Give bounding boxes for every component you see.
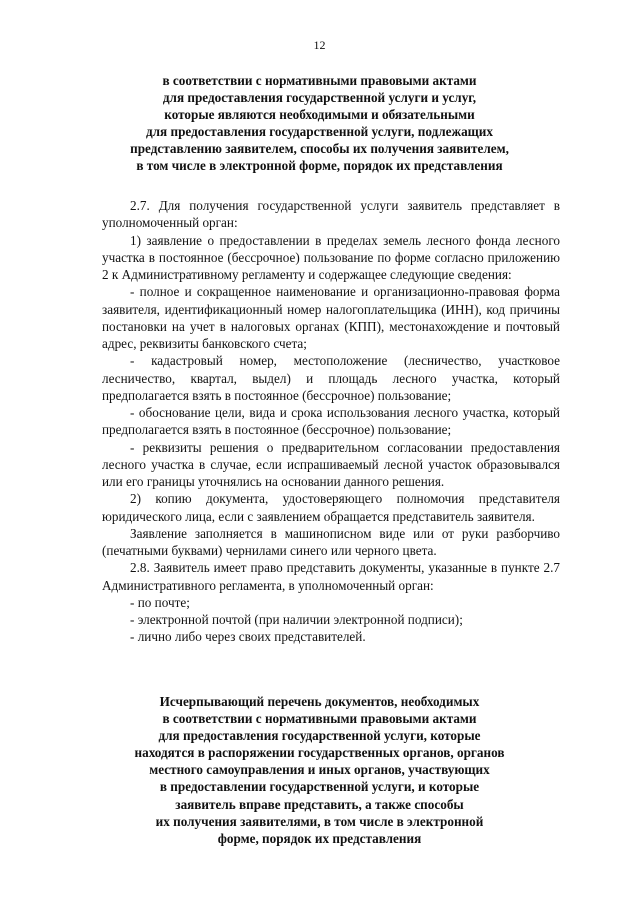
body-text <box>102 197 560 646</box>
heading-line: Исчерпывающий перечень документов, необходимых <box>159 694 480 709</box>
section-heading-exhaustive-list <box>100 693 539 847</box>
list-item-justification: - обоснование цели, вида и срока использования лесного участка, который предполагается взять в постоянное (бессрочное) пользование; <box>102 405 560 438</box>
paragraph-2-8: 2.8. Заявитель имеет право представить документы, указанные в пункте 2.7 Административного регламента, в уполномоченный орган: <box>102 560 560 593</box>
heading-line: для предоставления государственной услуги, подлежащих <box>145 124 493 140</box>
heading-line: для предоставления государственной услуги и услуг, <box>162 90 477 106</box>
heading-line: находятся в распоряжении государственных органов, органов <box>134 745 505 761</box>
paragraph-representative-copy: 2) копию документа, удостоверяющего полномочия представителя юридического лица, если с заявлением обращается представитель заявителя. <box>102 491 560 524</box>
heading-line: местного самоуправления и иных органов, участвующих <box>149 762 490 778</box>
heading-line: для предоставления государственной услуги, которые <box>158 728 481 744</box>
list-item-name-form: - полное и сокращенное наименование и организационно-правовая форма заявителя, идентификационный номер налогоплательщика (ИНН), код причины постановки на учет в налоговых органах (КПП), местонахождение и почтовый адрес, реквизиты банковского счета; <box>102 284 560 351</box>
page-number: 12 <box>313 38 326 52</box>
heading-line: форме, порядок их представления <box>217 830 422 846</box>
paragraph-2-7: 2.7. Для получения государственной услуги заявитель представляет в уполномоченный орган: <box>102 198 560 231</box>
paragraph-filling-method: Заявление заполняется в машинописном виде или от руки разборчиво (печатными буквами) чернилами синего или черного цвета. <box>102 525 560 558</box>
heading-line: в соответствии с нормативными правовыми актами <box>162 73 477 88</box>
heading-line: в соответствии с нормативными правовыми актами <box>162 711 477 727</box>
heading-line: в том числе в электронной форме, порядок их представления <box>136 158 503 174</box>
heading-line: которые являются необходимыми и обязательными <box>164 107 475 123</box>
heading-line: их получения заявителями, в том числе в электронной <box>155 813 484 829</box>
paragraph-application: 1) заявление о предоставлении в пределах земель лесного фонда лесного участка в постоянное (бессрочное) пользование по форме согласно приложению 2 к Административному регламенту и содержащее следующие сведения: <box>102 232 560 282</box>
list-item-decision-details: - реквизиты решения о предварительном согласовании предоставления лесного участка в случае, если испрашиваемый лесной участок образовывался или его границы уточнялись на основании данного решения. <box>102 439 560 489</box>
list-item-cadastral: - кадастровый номер, местоположение (лесничество, участковое лесничество, квартал, выдел) и площадь лесного участка, который предполагается взять в постоянное (бессрочное) пользование; <box>102 353 560 403</box>
heading-line: в предоставлении государственной услуги, и которые <box>159 779 480 795</box>
list-item-in-person: - лично либо через своих представителей. <box>130 629 366 645</box>
heading-line: заявитель вправе представить, а также способы <box>175 796 464 812</box>
heading-line: представлению заявителем, способы их получения заявителем, <box>130 141 509 157</box>
section-heading-documents-submission <box>100 72 539 175</box>
list-item-by-email: - электронной почтой (при наличии электронной подписи); <box>130 612 463 627</box>
list-item-by-mail: - по почте; <box>130 594 190 610</box>
